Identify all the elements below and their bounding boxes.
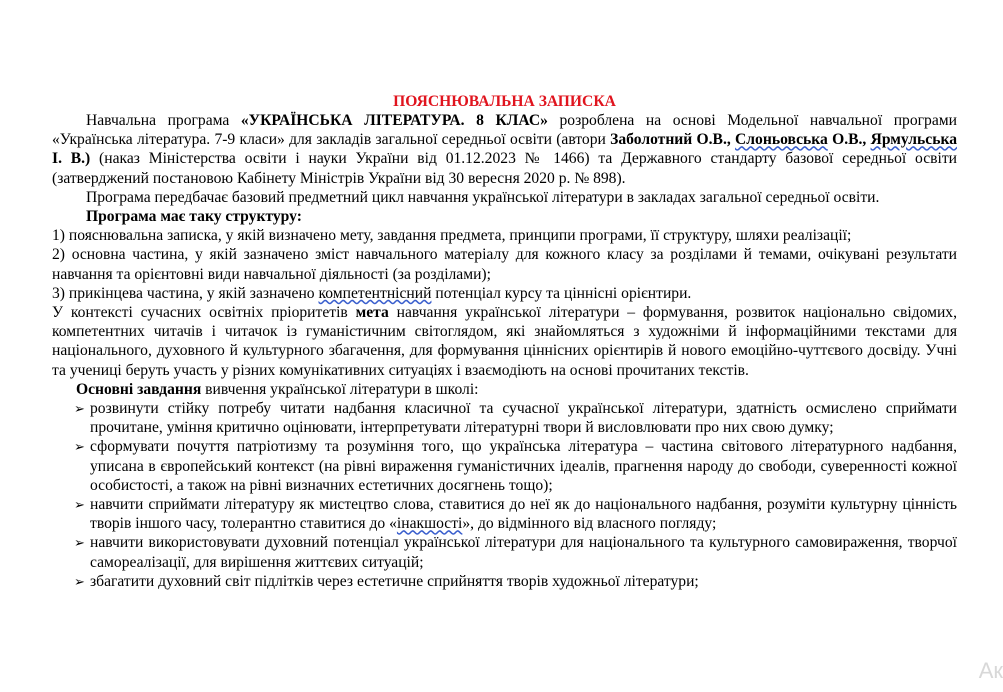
tasks-list bbox=[52, 399, 957, 591]
task-text: навчити використовувати духовний потенціал української літератури для національного та культурного самовираження, творчої самореалізації, для вирішення життєвих ситуацій; bbox=[90, 534, 957, 571]
task-text: розвинути стійку потребу читати надбання класичної та сучасної української літератури, здатність осмислено сприймати прочитане, уміння критично оцінювати, інтерпретувати літературні твори й висловлювати про них свою думку; bbox=[90, 400, 957, 437]
activation-watermark: Ак bbox=[978, 658, 1003, 683]
goal-text-c: навчання української літератури – формування, розвиток національно свідомих, компетентних читачів і читачок із гуманістичним світоглядом, які знайомляться з художніми й інформаційними текстами для національного, духовного й культурного збагачення, для формування ціннісних орієнтирів й нового емоційно-чуттєвого досвіду. Учні та учениці беруть участь у різних комунікативних ситуаціях і взаємодіють на основі прочитаних текстів. bbox=[52, 304, 957, 379]
arrow-bullet-icon: ➢ bbox=[74, 439, 85, 455]
author-3-initials: І. В.) bbox=[52, 150, 91, 168]
intro-text-3: (наказ Міністерства освіти і науки України від 01.12.2023 № 1466) та Державного стандарту базової середньої освіти (затверджений постановою Кабінету Міністрів України від 30 вересня 2020 р. № 898). bbox=[52, 150, 957, 187]
list-item bbox=[52, 437, 957, 495]
structure-item-3 bbox=[52, 284, 957, 303]
structure-item-3-text-b: потенціал курсу та ціннісні орієнтири. bbox=[431, 284, 692, 302]
list-item bbox=[52, 399, 957, 437]
tasks-heading bbox=[52, 380, 957, 399]
goal-text-a: У контексті сучасних освітніх пріоритетів bbox=[52, 304, 356, 322]
task-underlined: інакшості bbox=[396, 515, 463, 533]
author-2-surname: Слоньовська bbox=[735, 131, 828, 149]
author-3-surname: Ярмульська bbox=[870, 131, 957, 149]
structure-item-2: 2) основна частина, у якій зазначено зміст навчального матеріалу для кожного класу за розділами й темами, очікувані результати навчання та орієнтовні види навчальної діяльності (за розділами); bbox=[52, 246, 957, 283]
program-name: «УКРАЇНСЬКА ЛІТЕРАТУРА. 8 КЛАС» bbox=[240, 112, 548, 129]
arrow-bullet-icon: ➢ bbox=[74, 497, 85, 513]
arrow-bullet-icon: ➢ bbox=[74, 573, 85, 589]
structure-item-3-underlined: компетентнісний bbox=[318, 284, 432, 302]
tasks-heading-bold: Основні завдання bbox=[76, 380, 202, 398]
structure-heading bbox=[52, 207, 957, 226]
base-cycle-paragraph: Програма передбачає базовий предметний цикл навчання української літератури в закладах загальної середньої освіти. bbox=[86, 188, 880, 206]
author-2-initials: О.В., bbox=[827, 131, 871, 149]
arrow-bullet-icon: ➢ bbox=[74, 535, 85, 551]
arrow-bullet-icon: ➢ bbox=[74, 401, 85, 417]
task-text-a: навчити сприймати літературу як мистецтво слова, ставитися до неї як до національного надбання, розуміти культурну цінність творів іншого часу, толерантно ставитися до « bbox=[90, 496, 957, 533]
task-text: сформувати почуття патріотизму та розуміння того, що українська література – частина світового літературного надбання, уписана в європейський контекст (на рівні вираження гуманістичних ідеалів, прагнення народу до свободи, суверенності кожної особистості, а також на рівні визначних естетичних досягнень тощо); bbox=[90, 438, 957, 494]
document-title: ПОЯСНЮВАЛЬНА ЗАПИСКА bbox=[393, 93, 616, 110]
intro-text-2: розроблена на основі Модельної навчальної програми «Українська література. 7-9 класи» для закладів загальної середньої освіти (автори bbox=[52, 112, 957, 149]
structure-heading-text: Програма має таку структуру: bbox=[86, 208, 302, 226]
intro-paragraph bbox=[52, 111, 957, 188]
structure-item-3-text-a: 3) прикінцева частина, у якій зазначено bbox=[52, 284, 319, 302]
list-item bbox=[52, 495, 957, 533]
goal-paragraph bbox=[52, 303, 957, 380]
task-text: збагатити духовний світ підлітків через естетичне сприйняття творів художньої літератури; bbox=[90, 572, 699, 590]
structure-item-1: 1) пояснювальна записка, у якій визначено мету, завдання предмета, принципи програми, її структуру, шляхи реалізації; bbox=[52, 227, 852, 245]
intro-text-1: Навчальна програма bbox=[86, 112, 241, 129]
task-text-b: », до відмінного від власного погляду; bbox=[462, 515, 717, 533]
list-item bbox=[52, 572, 957, 591]
author-1: Заболотний О.В., bbox=[610, 131, 736, 149]
list-item bbox=[52, 533, 957, 571]
tasks-heading-text: вивчення української літератури в школі: bbox=[201, 380, 479, 398]
document-page bbox=[52, 92, 957, 591]
goal-keyword: мета bbox=[355, 304, 389, 322]
